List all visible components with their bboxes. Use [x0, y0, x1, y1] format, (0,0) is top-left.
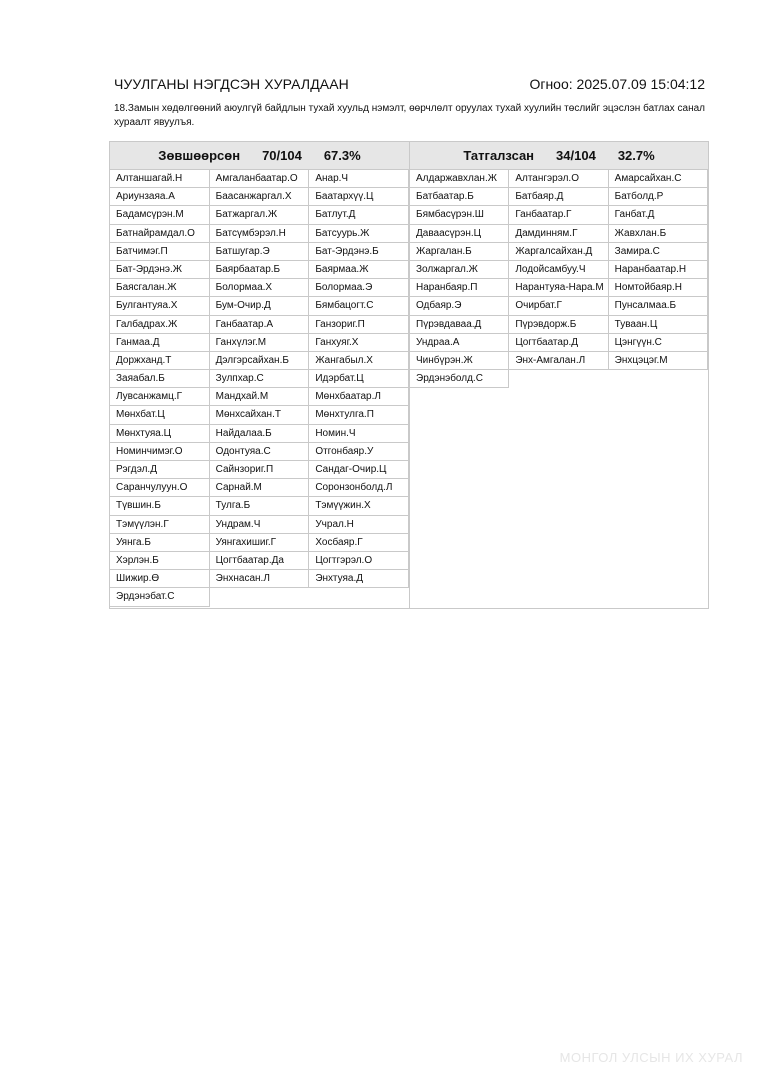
member-name-cell: Лодойсамбуу.Ч — [509, 261, 608, 279]
member-name-cell: Жаргалсайхан.Д — [509, 243, 608, 261]
member-name-cell: Баасанжаргал.Х — [210, 188, 310, 206]
member-name-cell: Ундраа.А — [410, 334, 509, 352]
member-name-cell: Эрдэнэбат.С — [110, 588, 210, 606]
watermark-text: МОНГОЛ УЛСЫН ИХ ХУРАЛ — [559, 1050, 743, 1065]
member-name-cell: Пүрэвдорж.Б — [509, 316, 608, 334]
member-name-cell: Хэрлэн.Б — [110, 552, 210, 570]
approved-header — [110, 142, 409, 170]
rejected-label: Татгалзсан — [463, 148, 535, 163]
member-name-cell: Алтаншагай.Н — [110, 170, 210, 188]
member-name-cell: Алдаржавхлан.Ж — [410, 170, 509, 188]
member-name-cell: Мөнхтулга.П — [309, 406, 409, 424]
member-name-cell: Наранбаяр.П — [410, 279, 509, 297]
member-name-cell: Пунсалмаа.Б — [609, 297, 708, 315]
member-name-cell: Мөнхтуяа.Ц — [110, 425, 210, 443]
member-name-cell: Отгонбаяр.У — [309, 443, 409, 461]
vote-description: 18.Замын хөдөлгөөний аюулгүй байдлын тухай хуульд нэмэлт, өөрчлөлт оруулах тухай хуулийн төслийг эцэслэн батлах санал хураалт явуулъя. — [114, 103, 705, 128]
member-name-cell: Тулга.Б — [210, 497, 310, 515]
member-name-cell: Батшугар.Э — [210, 243, 310, 261]
member-name-cell: Энхцэцэг.М — [609, 352, 708, 370]
approved-count: 70/104 — [262, 148, 302, 163]
member-name-cell: Дэлгэрсайхан.Б — [210, 352, 310, 370]
member-name-cell: Одонтуяа.С — [210, 443, 310, 461]
member-name-cell: Бат-Эрдэнэ.Ж — [110, 261, 210, 279]
member-name-cell: Замира.С — [609, 243, 708, 261]
member-name-cell: Ариунзаяа.А — [110, 188, 210, 206]
member-name-cell: Ганбаатар.Г — [509, 206, 608, 224]
member-name-cell: Амгаланбаатар.О — [210, 170, 310, 188]
member-name-cell: Ганмаа.Д — [110, 334, 210, 352]
member-name-cell: Бадамсүрэн.М — [110, 206, 210, 224]
member-name-cell: Бямбасүрэн.Ш — [410, 206, 509, 224]
member-name-cell: Сандаг-Очир.Ц — [309, 461, 409, 479]
member-name-cell: Рэгдэл.Д — [110, 461, 210, 479]
member-name-cell: Тэмүүлэн.Г — [110, 516, 210, 534]
approved-label: Зөвшөөрсөн — [158, 148, 241, 163]
member-name-cell: Энх-Амгалан.Л — [509, 352, 608, 370]
member-name-cell: Болормаа.Х — [210, 279, 310, 297]
member-name-cell: Батсуурь.Ж — [309, 225, 409, 243]
member-name-cell: Пүрэвдаваа.Д — [410, 316, 509, 334]
member-name-cell: Анар.Ч — [309, 170, 409, 188]
member-name-cell: Шижир.Ө — [110, 570, 210, 588]
member-name-cell: Сайнзориг.П — [210, 461, 310, 479]
member-name-cell: Бат-Эрдэнэ.Б — [309, 243, 409, 261]
member-name-cell: Батбаатар.Б — [410, 188, 509, 206]
session-title: ЧУУЛГАНЫ НЭГДСЭН ХУРАЛДААН — [114, 76, 349, 92]
member-name-cell: Амарсайхан.С — [609, 170, 708, 188]
member-name-cell: Булгантуяа.Х — [110, 297, 210, 315]
member-name-cell: Саранчулуун.О — [110, 479, 210, 497]
member-name-cell: Түвшин.Б — [110, 497, 210, 515]
member-name-cell: Цогтгэрэл.О — [309, 552, 409, 570]
rejected-names-grid — [410, 170, 708, 388]
member-name-cell: Номинчимэг.О — [110, 443, 210, 461]
member-name-cell: Бямбацогт.С — [309, 297, 409, 315]
member-name-cell: Баясгалан.Ж — [110, 279, 210, 297]
member-name-cell: Уянгахишиг.Г — [210, 534, 310, 552]
member-name-cell: Сарнай.М — [210, 479, 310, 497]
member-name-cell: Жангабыл.Х — [309, 352, 409, 370]
member-name-cell: Чинбүрэн.Ж — [410, 352, 509, 370]
member-name-cell: Энхтуяа.Д — [309, 570, 409, 588]
member-name-cell: Номтойбаяр.Н — [609, 279, 708, 297]
member-name-cell: Энхнасан.Л — [210, 570, 310, 588]
member-name-cell: Мандхай.М — [210, 388, 310, 406]
member-name-cell: Даваасүрэн.Ц — [410, 225, 509, 243]
member-name-cell: Соронзонболд.Л — [309, 479, 409, 497]
member-name-cell: Дамдинням.Г — [509, 225, 608, 243]
page-header — [114, 76, 705, 96]
member-name-cell: Батбаяр.Д — [509, 188, 608, 206]
member-name-cell: Ганзориг.П — [309, 316, 409, 334]
member-name-cell: Идэрбат.Ц — [309, 370, 409, 388]
member-name-cell: Уянга.Б — [110, 534, 210, 552]
member-name-cell: Туваан.Ц — [609, 316, 708, 334]
member-name-cell: Баатархүү.Ц — [309, 188, 409, 206]
member-name-cell: Цогтбаатар.Да — [210, 552, 310, 570]
approved-percent: 67.3% — [323, 148, 361, 163]
member-name-cell: Мөнхбат.Ц — [110, 406, 210, 424]
member-name-cell: Батжаргал.Ж — [210, 206, 310, 224]
member-name-cell: Болормаа.Э — [309, 279, 409, 297]
rejected-header — [410, 142, 708, 170]
member-name-cell: Очирбат.Г — [509, 297, 608, 315]
rejected-count: 34/104 — [556, 148, 596, 163]
approved-names-grid — [110, 170, 409, 607]
member-name-cell: Лувсанжамц.Г — [110, 388, 210, 406]
member-name-cell: Баярмаа.Ж — [309, 261, 409, 279]
member-name-cell: Номин.Ч — [309, 425, 409, 443]
member-name-cell: Мөнхбаатар.Л — [309, 388, 409, 406]
member-name-cell: Цогтбаатар.Д — [509, 334, 608, 352]
member-name-cell: Батчимэг.П — [110, 243, 210, 261]
member-name-cell: Наранбаатар.Н — [609, 261, 708, 279]
member-name-cell: Нарантуяа-Нара.М — [509, 279, 608, 297]
member-name-cell: Хосбаяр.Г — [309, 534, 409, 552]
member-name-cell: Учрал.Н — [309, 516, 409, 534]
member-name-cell: Бум-Очир.Д — [210, 297, 310, 315]
member-name-cell: Батболд.Р — [609, 188, 708, 206]
member-name-cell: Одбаяр.Э — [410, 297, 509, 315]
rejected-panel — [409, 141, 709, 609]
member-name-cell: Эрдэнэболд.С — [410, 370, 509, 388]
member-name-cell: Ганбаатар.А — [210, 316, 310, 334]
member-name-cell: Батсүмбэрэл.Н — [210, 225, 310, 243]
member-name-cell: Баярбаатар.Б — [210, 261, 310, 279]
member-name-cell: Золжаргал.Ж — [410, 261, 509, 279]
member-name-cell: Батнайрамдал.О — [110, 225, 210, 243]
member-name-cell: Галбадрах.Ж — [110, 316, 210, 334]
member-name-cell: Тэмүүжин.Х — [309, 497, 409, 515]
rejected-percent: 32.7% — [617, 148, 655, 163]
member-name-cell: Ганхуяг.Х — [309, 334, 409, 352]
member-name-cell: Алтангэрэл.О — [509, 170, 608, 188]
member-name-cell: Найдалаа.Б — [210, 425, 310, 443]
member-name-cell: Ундрам.Ч — [210, 516, 310, 534]
member-name-cell: Жаргалан.Б — [410, 243, 509, 261]
member-name-cell: Заяабал.Б — [110, 370, 210, 388]
member-name-cell: Ганхүлэг.М — [210, 334, 310, 352]
member-name-cell: Жавхлан.Б — [609, 225, 708, 243]
member-name-cell: Мөнхсайхан.Т — [210, 406, 310, 424]
member-name-cell: Ганбат.Д — [609, 206, 708, 224]
member-name-cell: Зулпхар.С — [210, 370, 310, 388]
member-name-cell: Батлут.Д — [309, 206, 409, 224]
approved-panel — [109, 141, 410, 609]
member-name-cell: Доржханд.Т — [110, 352, 210, 370]
member-name-cell: Цэнгүүн.С — [609, 334, 708, 352]
session-datetime: Огноо: 2025.07.09 15:04:12 — [529, 76, 705, 92]
